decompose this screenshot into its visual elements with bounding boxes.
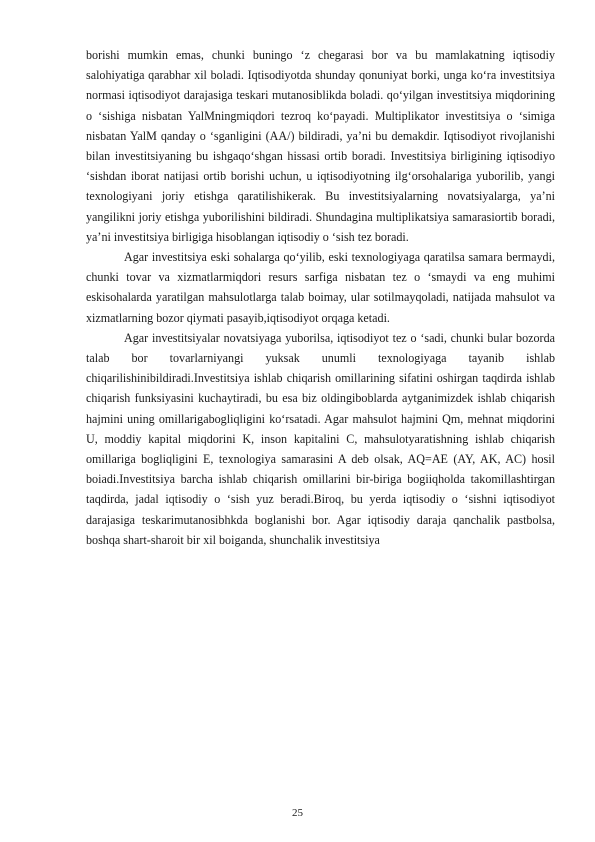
paragraph-3: Agar investitsiyalar novatsiyaga yuborilsa, iqtisodiyot tez o ‘sadi, chunki bular bozorda talab bor tovarlarniyangi yuksak unumli texnologiyaga tayanib ishlab chiqarilishinibildiradi.Investitsiya ishlab chiqarish omillarining sifatini oshirgan taqdirda ishlab chiqarish funksiyasini kuchaytiradi, bu esa biz oldingiboblarda aytganimizdek ishlab chiqarish hajmini uning omillarigabogliqligini ko‘rsatadi. Agar mahsulot hajmini Qm, mehnat miqdorini U, moddiy kapital miqdorini K, inson kapitalini C, mahsulotyaratishning ishlab chiqarish omillariga bogliqligini E, texnologiya samarasini A deb olsak, AQ=AE (AY, AK, AC) hosil boiadi.Investitsiya barcha ishlab chiqarish omillarini bir-biriga bogiiqholda takomillashtirgan taqdirda, jadal iqtisodiy o ‘sish yuz beradi.Biroq, bu yerda iqtisodiy o ‘sishni iqtisodiyot darajasiga teskarimutanosibhkda boglanishi bor. Agar iqtisodiy daraja qanchalik pastbolsa, boshqa shart-sharoit bir xil boiganda, shunchalik investitsiya <box>86 330 555 547</box>
paragraph-2: Agar investitsiya eski sohalarga qo‘yilib, eski texnologiyaga qaratilsa samara bermaydi, chunki tovar va xizmatlarmiqdori resurs sarfiga nisbatan tez o ‘smaydi va eng muhimi eskisohalarda yaratilgan mahsulotlarga talab boimay, ular sotilmayqoladi, natijada mahsulot va xizmatlarning bozor qiymati pasayib,iqtisodiyot orqaga ketadi. <box>86 250 555 325</box>
page-body <box>86 45 555 550</box>
page-number: 25 <box>292 807 303 819</box>
paragraph-1: borishi mumkin emas, chunki buningo ‘z chegarasi bor va bu mamlakatning iqtisodiy salohiyatiga qarabhar xil boladi. Iqtisodiyotda shunday qonuniyat borki, unga ko‘ra investitsiya normasi iqtisodiyot darajasiga teskari mutanosiblikda boladi. qo‘yilgan investitsiya miqdorining o ‘sishiga nisbatan YalMningmiqdori tezroq ko‘payadi. Multiplikator investitsiya o ‘simiga nisbatan YalM qanday o ‘sganligini (AA/) bildiradi, ya’ni bu demakdir. Iqtisodiyot rivojlanishi bilan investitsiyaning bu ishgaqo‘shgan hissasi ortib boradi. Investitsiya birligining iqtisodiyo ‘sishdan iborat natijasi ortib borishi uchun, u iqtisodiyotning ilg‘orsohalariga yuborilib, yangi texnologiyani joriy etishga qaratilishikerak. Bu investitsiyalarning novatsiyalarga, ya’ni yangilikni joriy etishga yuborilishini bildiradi. Shundagina multiplikatsiya samarasiortib boradi, ya’ni investitsiya birligiga hisoblangan iqtisodiy o ‘sish tez boradi. <box>86 48 555 244</box>
